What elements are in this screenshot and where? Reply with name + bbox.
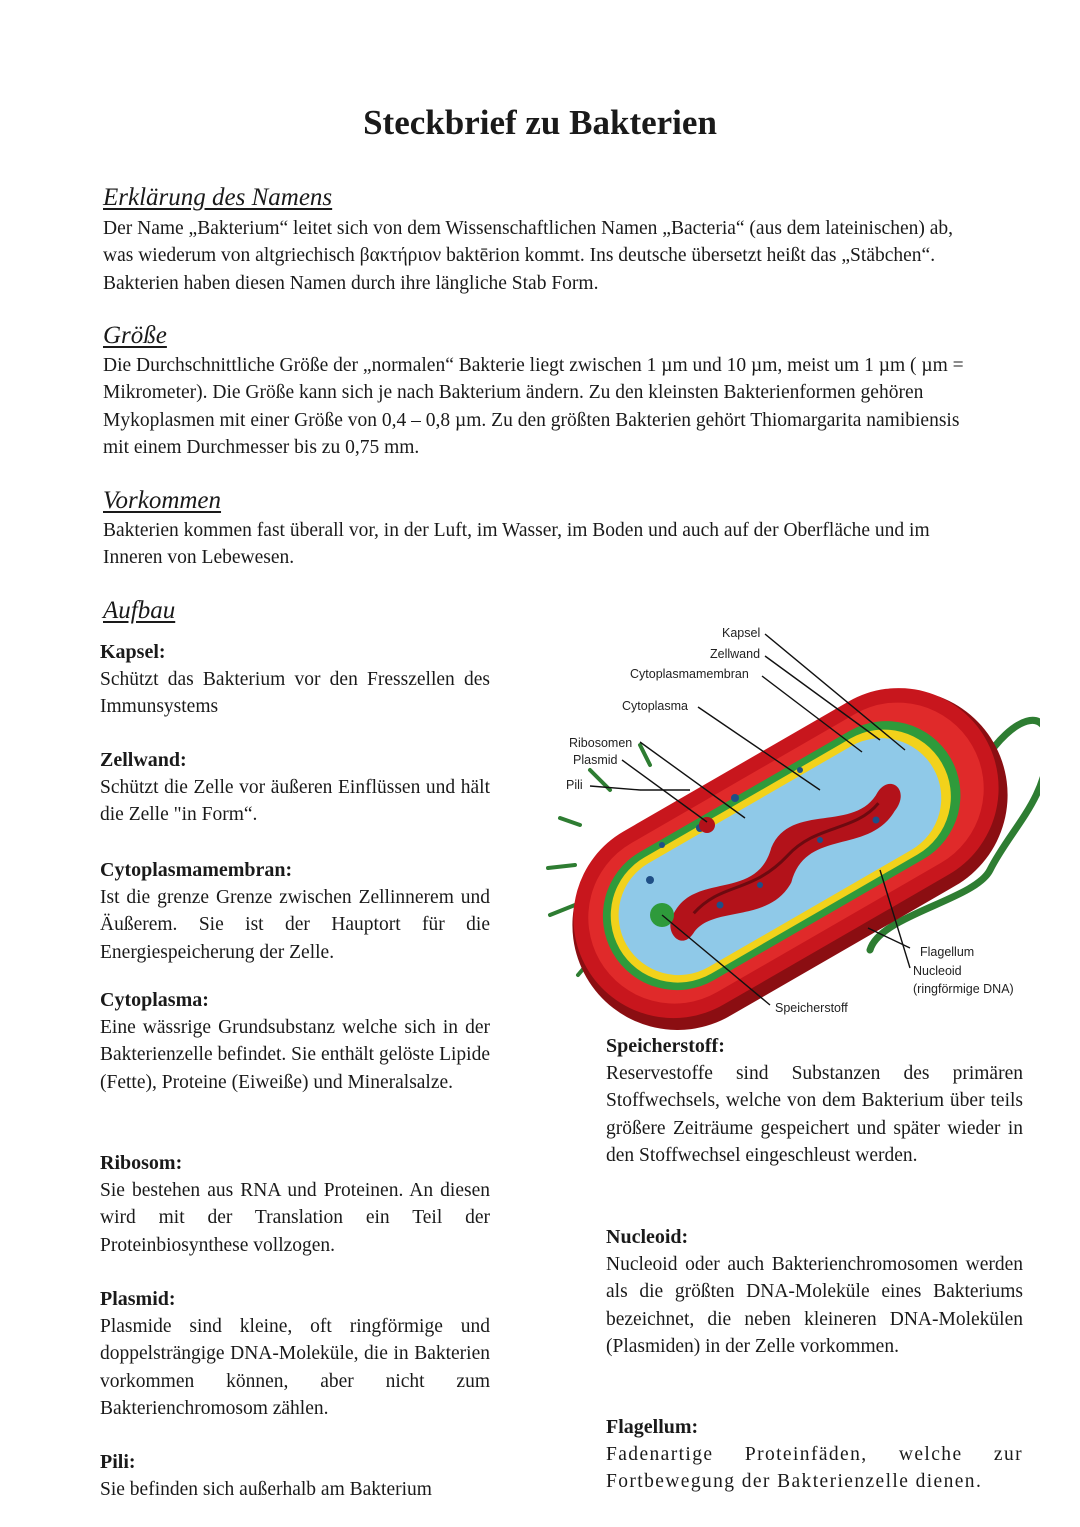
label-cell-wall: Zellwand xyxy=(710,647,761,661)
section-heading-occurrence: Vorkommen xyxy=(103,487,222,514)
label-capsule: Kapsel xyxy=(722,626,761,640)
bacterium-diagram xyxy=(540,615,1040,1030)
structure-cytoplasm xyxy=(100,987,490,1096)
section-text-size: Die Durchschnittliche Größe der „normalen“ Bakterie liegt zwischen 1 µm und 10 µm, meist um 1 µm ( µm = Mikrometer). Die Größe kann sich je nach Bakterium ändern. Zu den kleinsten Bakterienformen gehören Mykoplasmen mit einer Größe von 0,4 – 0,8 µm. Zu den größten Bakterien gehört Thiomargarita namibiensis mit einem Durchmesser bis zu 0,75 mm. xyxy=(103,355,964,458)
label-flagellum: Flagellum xyxy=(920,945,975,959)
structure-name: Speicherstoff: xyxy=(606,1035,725,1057)
structure-description: Schützt das Bakterium vor den Fresszellen des Immunsystems xyxy=(100,669,490,718)
structure-pili xyxy=(100,1449,490,1503)
label-pili: Pili xyxy=(566,778,583,792)
structure-cell-wall xyxy=(100,747,490,829)
structure-name: Plasmid: xyxy=(100,1288,176,1310)
section-text-name: Der Name „Bakterium“ leitet sich von dem Wissenschaftlichen Namen „Bacteria“ (aus dem lateinischen) ab, was wiederum von altgriechisch βακτήριον baktērion kommt. Ins deutsche übersetzt heißt das „Stäbchen“. Bakterien haben diesen Namen durch ihre längliche Stab Form. xyxy=(103,218,954,294)
structure-name: Pili: xyxy=(100,1451,136,1473)
structure-nucleoid xyxy=(606,1224,1023,1360)
structure-name: Cytoplasmamembran: xyxy=(100,859,293,881)
label-membrane: Cytoplasmamembran xyxy=(630,667,749,681)
section-text-occurrence: Bakterien kommen fast überall vor, in der Luft, im Wasser, im Boden und auch auf der Oberfläche und im Inneren von Lebewesen. xyxy=(103,520,930,569)
structure-name: Zellwand: xyxy=(100,749,187,771)
structure-description: Plasmide sind kleine, oft ringförmige und doppelsträngige DNA-Moleküle, die in Bakterien vorkommen können, aber nicht zum Bakterienchromosom zählen. xyxy=(100,1316,490,1419)
structure-description: Ist die grenze Grenze zwischen Zellinnerem und Äußerem. Sie ist der Hauptort für die Energiespeicherung der Zelle. xyxy=(100,887,490,963)
structure-name: Flagellum: xyxy=(606,1416,699,1438)
structure-description: Eine wässrige Grundsubstanz welche sich in der Bakterienzelle befindet. Sie enthält gelöste Lipide (Fette), Proteine (Eiweiße) und Mineralsalze. xyxy=(100,1017,490,1093)
section-heading-name: Erklärung des Namens xyxy=(103,184,333,211)
structure-description: Fadenartige Proteinfäden, welche zur Fortbewegung der Bakterienzelle dienen. xyxy=(606,1444,1023,1493)
page-title: Steckbrief zu Bakterien xyxy=(363,103,717,142)
label-storage: Speicherstoff xyxy=(775,1001,848,1015)
structure-flagellum xyxy=(606,1414,1023,1496)
section-heading-structure: Aufbau xyxy=(103,597,176,624)
structure-membrane xyxy=(100,857,490,966)
label-cytoplasm: Cytoplasma xyxy=(622,699,688,713)
label-plasmid: Plasmid xyxy=(573,753,618,767)
structure-ribosome xyxy=(100,1150,490,1259)
structure-description: Schützt die Zelle vor äußeren Einflüssen und hält die Zelle "in Form“. xyxy=(100,777,490,826)
structure-name: Cytoplasma: xyxy=(100,989,209,1011)
structure-description: Nucleoid oder auch Bakterienchromosomen werden als die größten DNA-Moleküle eines Bakteriums bezeichnet, die neben kleineren DNA-Molekülen (Plasmiden) in der Zelle vorkommen. xyxy=(606,1254,1023,1357)
structure-name: Ribosom: xyxy=(100,1152,183,1174)
structure-storage xyxy=(606,1033,1023,1169)
plasmid-shape xyxy=(699,817,715,833)
structure-description: Reservestoffe sind Substanzen des primären Stoffwechsels, welche von dem Bakterium über teils größere Zeiträume gespeichert und später wieder in den Stoffwechsel eingeschleust werden. xyxy=(606,1063,1023,1166)
label-nucleoid-note: (ringförmige DNA) xyxy=(913,982,1014,996)
label-ribosomes: Ribosomen xyxy=(569,736,633,750)
structure-name: Kapsel: xyxy=(100,641,166,663)
structure-capsule xyxy=(100,639,490,721)
label-nucleoid: Nucleoid xyxy=(913,964,962,978)
structure-plasmid xyxy=(100,1286,490,1422)
section-heading-size: Größe xyxy=(103,322,167,349)
structure-name: Nucleoid: xyxy=(606,1226,689,1248)
structure-description: Sie befinden sich außerhalb am Bakterium xyxy=(100,1479,432,1500)
structure-description: Sie bestehen aus RNA und Proteinen. An diesen wird mit der Translation ein Teil der Proteinbiosynthese vollzogen. xyxy=(100,1180,490,1256)
